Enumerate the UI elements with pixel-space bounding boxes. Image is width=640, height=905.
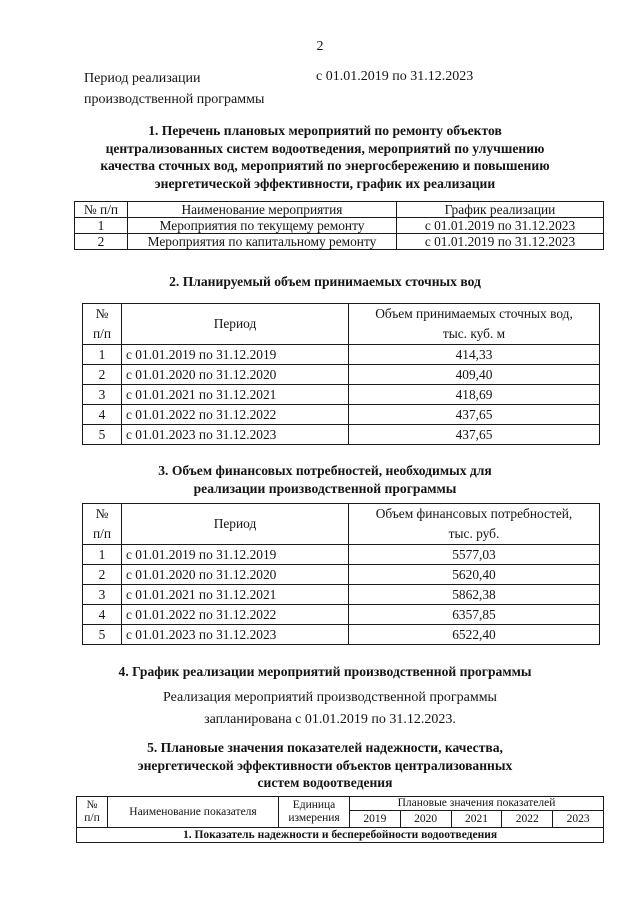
cell-num: 1	[83, 545, 122, 565]
header-activity: Наименование мероприятия	[128, 202, 397, 218]
table-row	[83, 405, 600, 425]
header-volume-line1: Объем принимаемых сточных вод,	[375, 306, 573, 321]
header-num-line1: №	[95, 506, 109, 521]
header-unit-line1: Единица	[292, 799, 336, 811]
section4-text	[40, 687, 620, 731]
header-indicator-name: Наименование показателя	[108, 797, 279, 828]
header-num-line1: №	[95, 306, 109, 321]
section4-text-line: Реализация мероприятий производственной программы	[163, 690, 497, 705]
header-year: 2023	[553, 811, 604, 828]
cell-period: с 01.01.2022 по 31.12.2022	[122, 605, 349, 625]
section1-title-line: качества сточных вод, мероприятий по энергосбережению и повышению	[100, 158, 550, 173]
period-label-line2: производственной программы	[84, 92, 265, 107]
period-label-line1: Период реализации	[84, 71, 201, 86]
section4-title: 4. График реализации мероприятий производственной программы	[118, 664, 532, 679]
header-unit	[279, 797, 350, 828]
section5-title-line: энергетической эффективности объектов централизованных	[137, 757, 513, 773]
cell-amount: 5577,03	[349, 545, 600, 565]
header-volume	[349, 304, 600, 345]
table-row	[75, 218, 604, 234]
cell-schedule: с 01.01.2019 по 31.12.2023	[397, 218, 604, 234]
cell-num: 3	[83, 385, 122, 405]
table-header-row	[77, 797, 604, 811]
table-row	[83, 625, 600, 645]
cell-volume: 437,65	[349, 425, 600, 445]
table-row	[75, 234, 604, 250]
period-label	[84, 68, 304, 110]
cell-period: с 01.01.2020 по 31.12.2020	[122, 365, 349, 385]
table-row	[83, 385, 600, 405]
cell-volume: 418,69	[349, 385, 600, 405]
table-row	[83, 425, 600, 445]
header-period: Период	[122, 504, 349, 545]
cell-amount: 5620,40	[349, 565, 600, 585]
cell-period: с 01.01.2020 по 31.12.2020	[122, 565, 349, 585]
table-row	[83, 585, 600, 605]
header-num-line2: п/п	[84, 812, 100, 824]
table-row	[83, 345, 600, 365]
header-finance-line2: тыс. руб.	[448, 526, 500, 541]
cell-volume: 414,33	[349, 345, 600, 365]
cell-period: с 01.01.2023 по 31.12.2023	[122, 625, 349, 645]
cell-num: 4	[83, 605, 122, 625]
cell-num: 2	[83, 365, 122, 385]
period-value: с 01.01.2019 по 31.12.2023	[316, 69, 474, 84]
header-num	[83, 304, 122, 345]
activities-table	[74, 201, 604, 250]
cell-num: 2	[83, 565, 122, 585]
section5-title-line: систем водоотведения	[257, 775, 393, 790]
section2-title: 2. Планируемый объем принимаемых сточных вод	[169, 274, 481, 289]
cell-volume: 437,65	[349, 405, 600, 425]
section1-title-line: централизованных систем водоотведения, мероприятий по улучшению	[105, 140, 545, 156]
indicators-table	[76, 796, 604, 843]
header-num-line2: п/п	[92, 526, 112, 541]
cell-num: 1	[83, 345, 122, 365]
section3-title-line: реализации производственной программы	[193, 480, 457, 496]
cell-period: с 01.01.2023 по 31.12.2023	[122, 425, 349, 445]
section3-title-line: 3. Объем финансовых потребностей, необходимых для	[158, 463, 492, 478]
table-row	[83, 365, 600, 385]
cell-num: 3	[83, 585, 122, 605]
table-header-row	[75, 202, 604, 218]
section1-title	[40, 122, 610, 192]
header-num-line2: п/п	[92, 326, 112, 341]
table-row	[83, 545, 600, 565]
header-num-line1: №	[86, 799, 98, 811]
header-period: Период	[122, 304, 349, 345]
section5-title	[40, 739, 610, 792]
cell-period: с 01.01.2022 по 31.12.2022	[122, 405, 349, 425]
table-subheader-row	[77, 828, 604, 843]
cell-num: 5	[83, 625, 122, 645]
subheader-reliability: 1. Показатель надежности и бесперебойности водоотведения	[77, 828, 604, 843]
header-num	[83, 504, 122, 545]
header-year: 2021	[451, 811, 502, 828]
cell-schedule: с 01.01.2019 по 31.12.2023	[397, 234, 604, 250]
cell-amount: 6522,40	[349, 625, 600, 645]
header-finance	[349, 504, 600, 545]
section3-title	[40, 462, 610, 497]
header-year: 2020	[400, 811, 451, 828]
page-number: 2	[316, 39, 324, 54]
cell-activity: Мероприятия по текущему ремонту	[128, 218, 397, 234]
table-header-row	[83, 304, 600, 345]
cell-period: с 01.01.2019 по 31.12.2019	[122, 345, 349, 365]
section4-text-line: запланирована с 01.01.2019 по 31.12.2023.	[204, 712, 456, 727]
financial-needs-table	[82, 503, 600, 645]
header-volume-line2: тыс. куб. м	[442, 326, 506, 341]
cell-num: 2	[75, 234, 128, 250]
cell-period: с 01.01.2021 по 31.12.2021	[122, 385, 349, 405]
cell-activity: Мероприятия по капитальному ремонту	[128, 234, 397, 250]
cell-num: 5	[83, 425, 122, 445]
table-row	[83, 605, 600, 625]
header-num	[77, 797, 108, 828]
header-unit-line2: измерения	[288, 812, 340, 824]
section1-title-line: энергетической эффективности, график их реализации	[154, 175, 496, 191]
cell-num: 1	[75, 218, 128, 234]
header-year: 2019	[350, 811, 401, 828]
section5-title-line: 5. Плановые значения показателей надежности, качества,	[147, 740, 503, 755]
table-header-row	[83, 504, 600, 545]
header-year: 2022	[502, 811, 553, 828]
cell-num: 4	[83, 405, 122, 425]
table-row	[83, 565, 600, 585]
cell-period: с 01.01.2021 по 31.12.2021	[122, 585, 349, 605]
header-planned-values: Плановые значения показателей	[350, 797, 604, 811]
cell-amount: 6357,85	[349, 605, 600, 625]
wastewater-volume-table	[82, 303, 600, 445]
header-schedule: График реализации	[397, 202, 604, 218]
header-num: № п/п	[75, 202, 128, 218]
cell-period: с 01.01.2019 по 31.12.2019	[122, 545, 349, 565]
cell-volume: 409,40	[349, 365, 600, 385]
header-finance-line1: Объем финансовых потребностей,	[375, 506, 573, 521]
cell-amount: 5862,38	[349, 585, 600, 605]
section1-title-line: 1. Перечень плановых мероприятий по ремонту объектов	[148, 123, 502, 138]
